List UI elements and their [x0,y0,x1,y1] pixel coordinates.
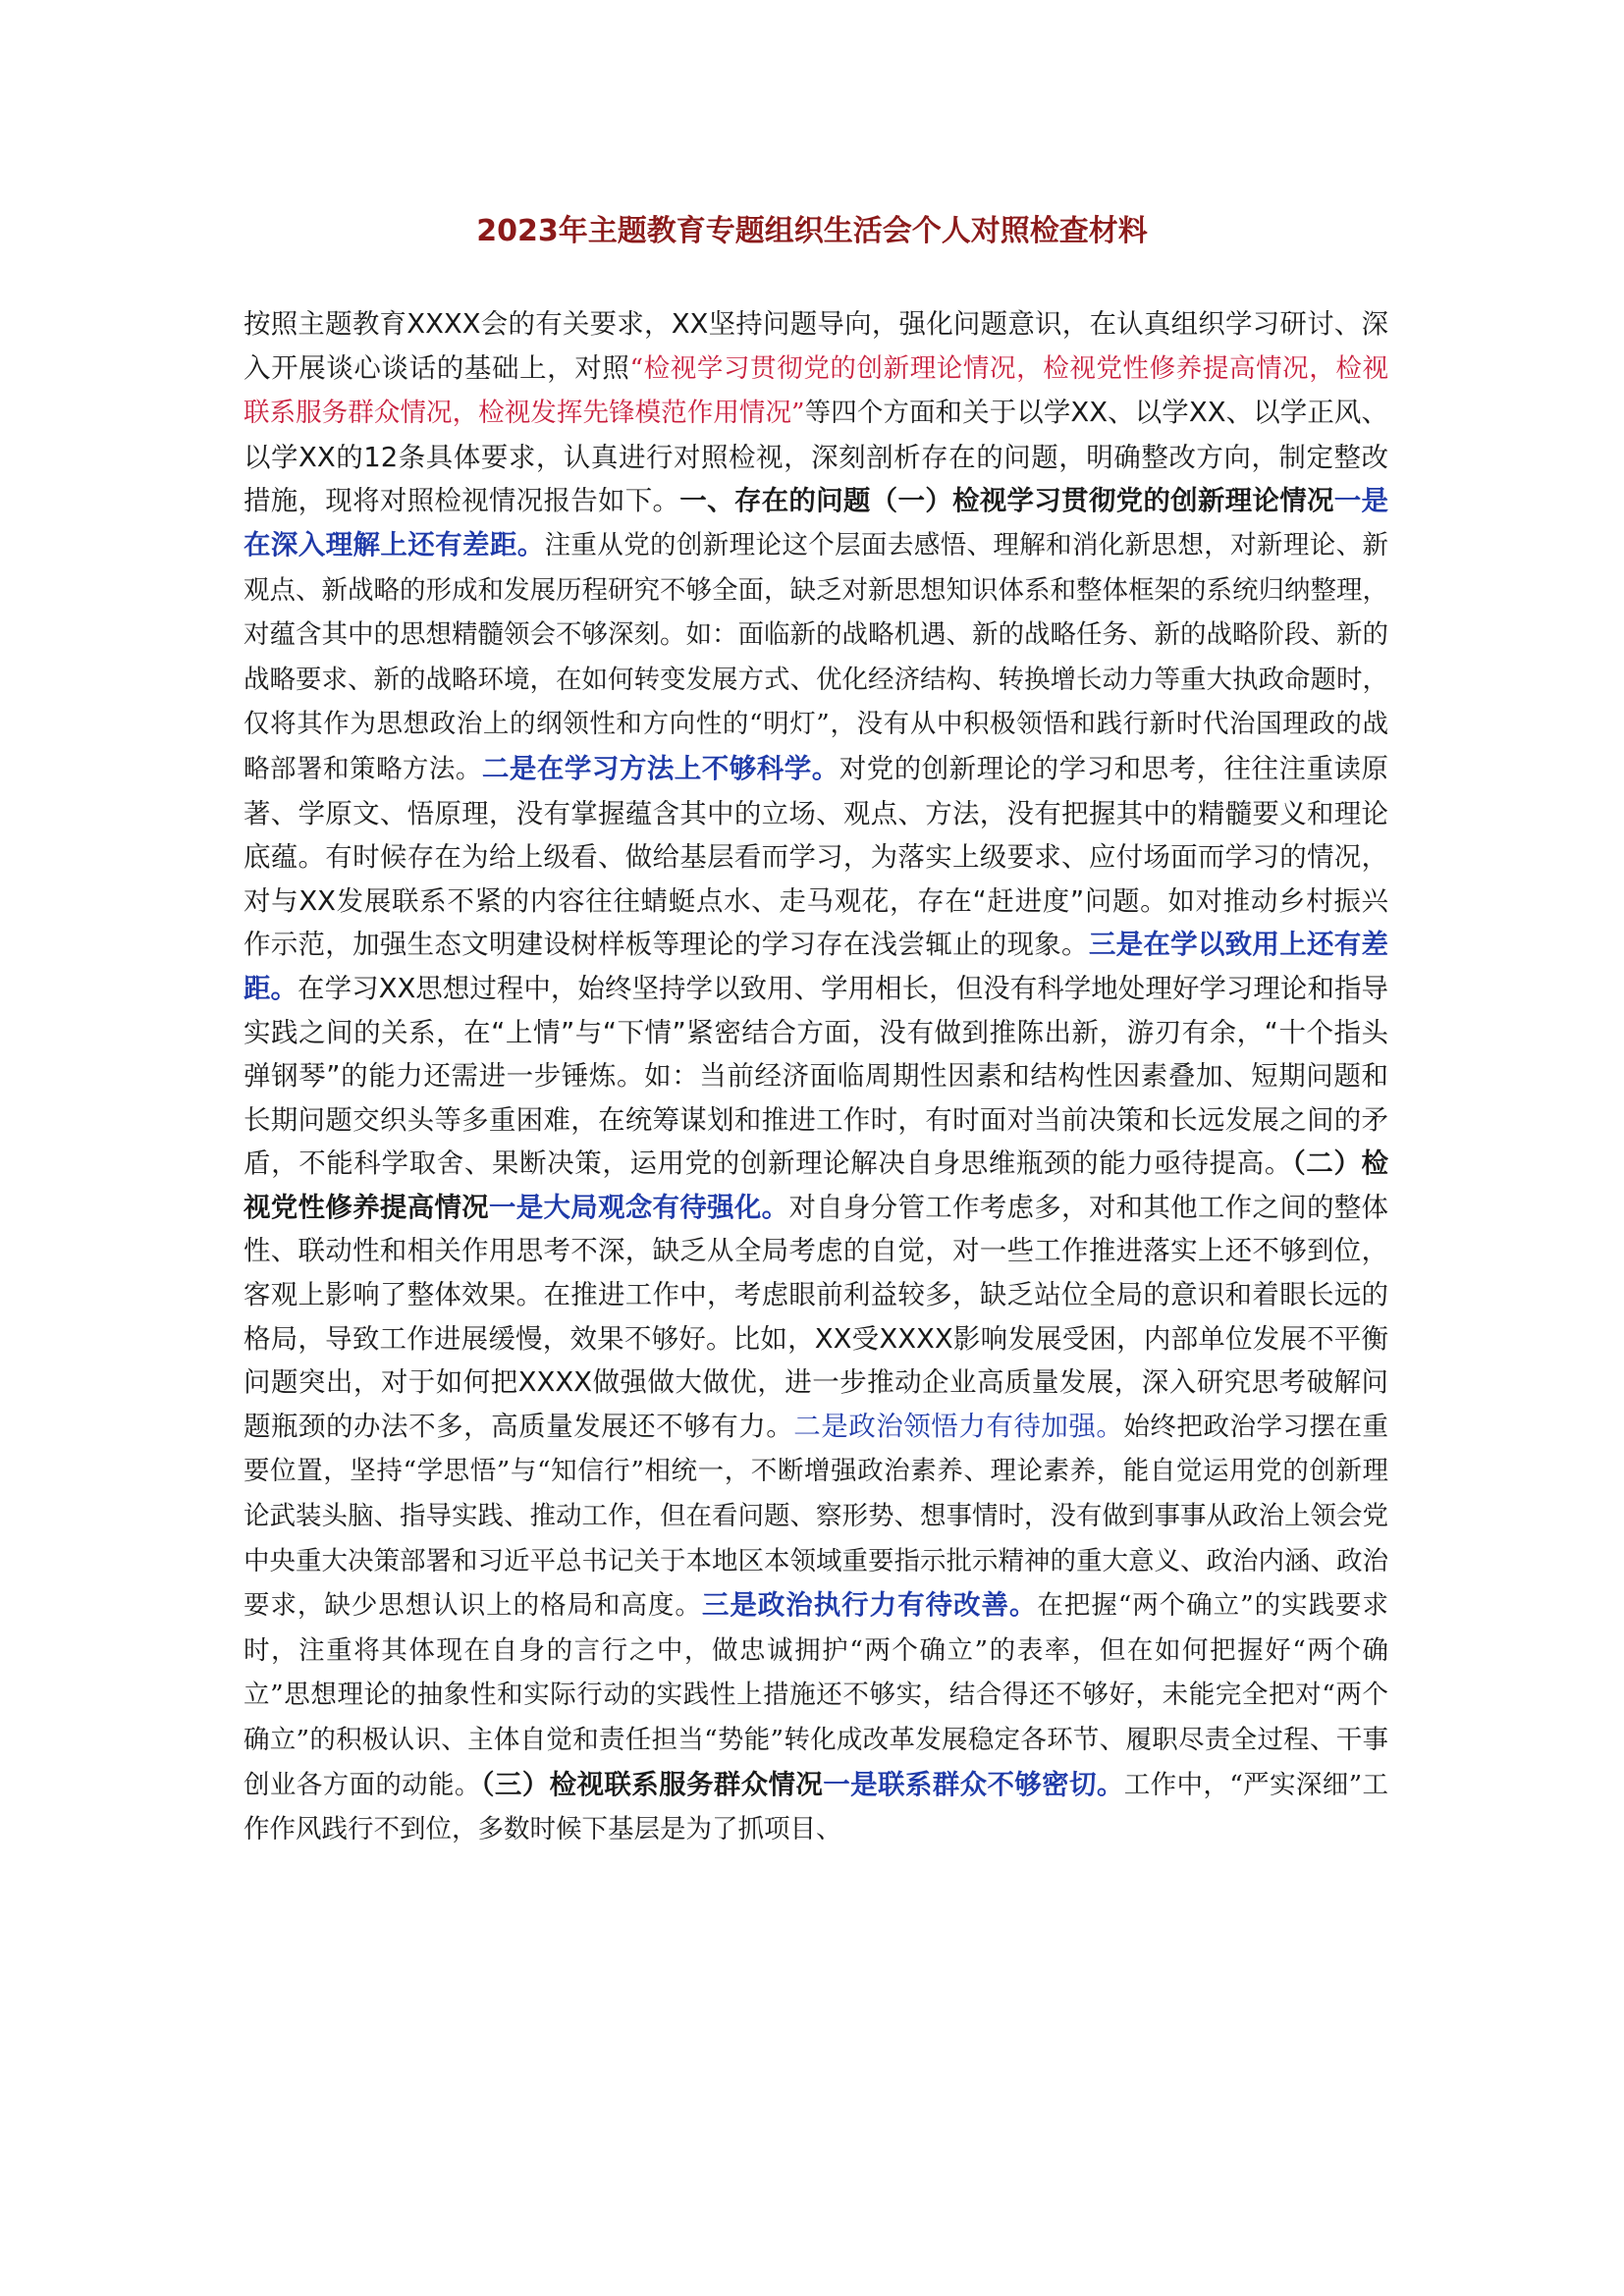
intro-text-continued: 和关于以学XX、以学XX、以学正风、以学XX的12条具体要求，认真进行对照检视，深刻剖析存在的问题，明确整改方向，制定整改措施，现将对照检视情况报告如下。 [244,397,1389,517]
body-paragraph [244,302,1388,1852]
point-text-1-1: 注重从党的创新理论这个层面去感悟、理解和消化新思想，对新理论、新观点、新战略的形成和发展历程研究不够全面，缺乏对新思想知识体系和整体框架的系统归纳整理，对蕴含其中的思想精髓领会不够深刻。如：面临新的战略机遇、新的战略任务、新的战略阶段、新的战略要求、新的战略环境，在如何转变发展方式、优化经济结构、转换增长动力等重大执政命题时，仅将其作为思想政治上的纲领性和方向性的“明灯”，没有从中积极领悟和践行新时代治国理政的战略部署和策略方法。 [244,529,1389,784]
point-heading-2-1: 一是大局观念有待强化。 [488,1191,789,1223]
section-heading-serving-masses: （三）检视联系服务群众情况 [480,1768,824,1800]
four-aspects-text: 等四个方面 [804,398,936,429]
point-heading-2-3: 三是政治执行力有待改善。 [701,1589,1038,1622]
section-heading-party-spirit: （二）检视党性修养提高情况 [244,1148,1388,1223]
point-text-2-2: 始终把政治学习摆在重要位置，坚持“学思悟”与“知信行”相统一，不断增强政治素养、理论素养，能自觉运用党的创新理论武装头脑、指导实践、推动工作，但在看问题、察形势、想事情时，没有做到事事从政治上领会党中央重大决策部署和习近平总书记关于本地区本领域重要指示批示精神的重大意义、政治内涵、政治要求，缺少思想认识上的格局和高度。 [244,1411,1389,1622]
point-text-3-1: 工作中，“严实深细”工作作风践行不到位，多数时候下基层是为了抓项目、 [244,1769,1388,1845]
intro-text: 按照主题教育XXXX会的有关要求，XX坚持问题导向，强化问题意识，在认真组织学习研讨、深入开展谈心谈话的基础上，对照 [244,308,1388,384]
point-text-2-1: 对自身分管工作考虑多，对和其他工作之间的整体性、联动性和相关作用思考不深，缺乏从全局考虑的自觉，对一些工作推进落实上还不够到位，客观上影响了整体效果。在推进工作中，考虑眼前利益较多，缺乏站位全局的意识和着眼长远的格局，导致工作进展缓慢，效果不够好。比如，XX受XXXX影响发展受困，内部单位发展不平衡问题突出，对于如何把XXXX做强做大做优，进一步推动企业高质量发展，深入研究思考破解问题瓶颈的办法不多，高质量发展还不够有力。 [244,1191,1389,1442]
point-heading-1-1: 一是在深入理解上还有差距。 [244,485,1389,561]
document-title: 2023年主题教育专题组织生活会个人对照检查材料 [476,214,1148,248]
point-text-1-3: 在学习XX思想过程中，始终坚持学以致用、学用相长，但没有科学地处理好学习理论和指导实践之间的关系，在“上情”与“下情”紧密结合方面，没有做到推陈出新，游刃有余，“十个指头弹钢琴”的能力还需进一步锤炼。如：当前经济面临周期性因素和结构性因素叠加、短期问题和长期问题交织头等多重困难，在统筹谋划和推进工作时，有时面对当前决策和长远发展之间的矛盾，不能科学取舍、果断决策，运用党的创新理论解决自身思维瓶颈的能力亟待提高。 [244,972,1388,1180]
section-heading-problems: 一、存在的问题（一）检视学习贯彻党的创新理论情况 [679,485,1334,517]
point-text-1-2: 对党的创新理论的学习和思考，往往注重读原著、学原文、悟原理，没有掌握蕴含其中的立场、观点、方法，没有把握其中的精髓要义和理论底蕴。有时候存在为给上级看、做给基层看而学习，为落实上级要求、应付场面而学习的情况，对与XX发展联系不紧的内容往往蜻蜓点水、走马观花，存在“赶进度”问题。如对推动乡村振兴作示范，加强生态文明建设树样板等理论的学习存在浅尝辄止的现象。 [244,752,1389,961]
point-heading-1-2: 二是在学习方法上不够科学。 [481,752,839,784]
inspection-items-quote: “检视学习贯彻党的创新理论情况，检视党性修养提高情况，检视联系服务群众情况，检视发挥先锋模范作用情况” [244,352,1388,429]
point-heading-1-3: 三是在学以致用上还有差距。 [244,929,1389,1004]
point-heading-3-1: 一是联系群众不够密切。 [823,1768,1124,1800]
point-text-2-3: 在把握“两个确立”的实践要求时，注重将其体现在自身的言行之中，做忠诚拥护“两个确立”的表率，但在如何把握好“两个确立”思想理论的抽象性和实际行动的实践性上措施还不够实，结合得还不够好，未能完全把对“两个确立”的积极认识、主体自觉和责任担当“势能”转化成改革发展稳定各环节、履职尽责全过程、干事创业各方面的动能。 [244,1590,1389,1800]
point-heading-2-2: 二是政治领悟力有待加强。 [793,1410,1124,1442]
